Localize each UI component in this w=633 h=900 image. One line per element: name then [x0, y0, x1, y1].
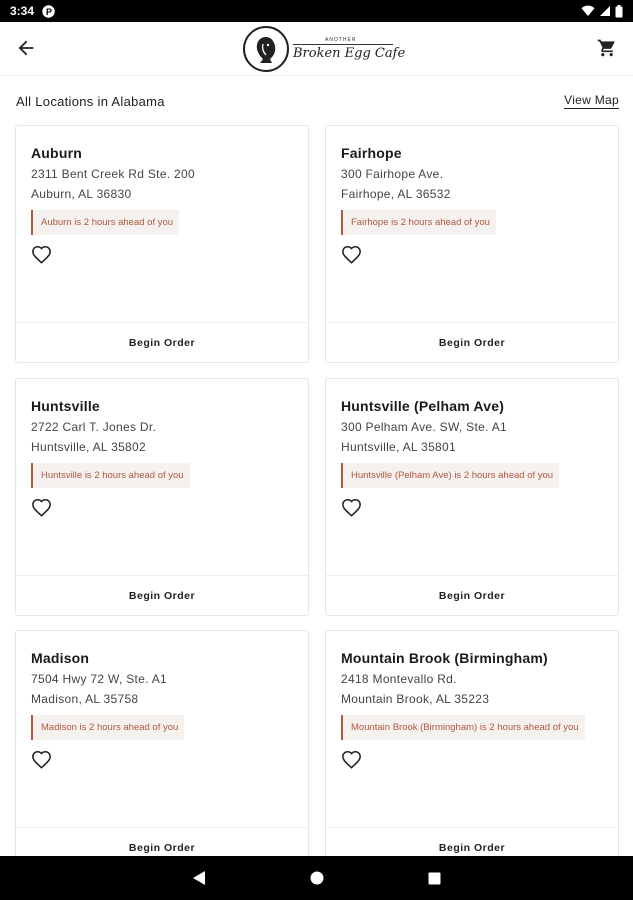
- page-header: [16, 92, 619, 110]
- heart-icon: [31, 245, 52, 264]
- location-address-line1: 2311 Bent Creek Rd Ste. 200: [31, 167, 195, 181]
- view-map-link[interactable]: View Map: [564, 93, 619, 107]
- begin-order-button[interactable]: Begin Order: [326, 827, 618, 856]
- nav-recents-button[interactable]: [425, 868, 445, 888]
- time-zone-note: Mountain Brook (Birmingham) is 2 hours ahead of you: [341, 715, 585, 740]
- time-zone-note: Huntsville (Pelham Ave) is 2 hours ahead of you: [341, 463, 559, 488]
- brand-logo: [243, 26, 405, 72]
- time-zone-note: Madison is 2 hours ahead of you: [31, 715, 184, 740]
- location-card: [325, 378, 619, 616]
- location-address-line1: 300 Pelham Ave. SW, Ste. A1: [341, 420, 507, 434]
- page-title: All Locations in Alabama: [16, 93, 165, 109]
- cart-icon: [597, 38, 617, 63]
- begin-order-button[interactable]: Begin Order: [16, 827, 308, 856]
- heart-icon: [341, 750, 362, 769]
- notification-p-icon: [42, 5, 55, 18]
- back-button[interactable]: [12, 36, 40, 64]
- location-card: [325, 630, 619, 856]
- location-card-body: [341, 142, 606, 265]
- wifi-icon: [581, 5, 595, 17]
- location-address-line1: 7504 Hwy 72 W, Ste. A1: [31, 672, 168, 686]
- heart-icon: [31, 750, 52, 769]
- begin-order-button[interactable]: Begin Order: [16, 322, 308, 362]
- location-address-line2: Mountain Brook, AL 35223: [341, 692, 490, 706]
- favorite-button[interactable]: [341, 496, 363, 518]
- location-address-line1: 300 Fairhope Ave.: [341, 167, 444, 181]
- nav-back-button[interactable]: [189, 868, 209, 888]
- location-name: Mountain Brook (Birmingham): [341, 650, 548, 666]
- location-name: Fairhope: [341, 145, 402, 161]
- location-name: Madison: [31, 650, 90, 666]
- favorite-button[interactable]: [31, 496, 53, 518]
- cart-button[interactable]: [593, 36, 621, 64]
- logo-top-text: ANOTHER: [325, 37, 357, 43]
- location-name: Auburn: [31, 145, 82, 161]
- location-address-line2: Huntsville, AL 35802: [31, 440, 146, 454]
- favorite-button[interactable]: [31, 748, 53, 770]
- nav-home-button[interactable]: [307, 868, 327, 888]
- status-time: 3:34: [10, 4, 35, 18]
- location-card-body: [31, 142, 296, 265]
- logo-emblem-icon: [243, 26, 289, 72]
- location-card: [15, 125, 309, 363]
- locations-grid: [15, 125, 619, 856]
- time-zone-note: Huntsville is 2 hours ahead of you: [31, 463, 190, 488]
- nav-home-circle-icon: [310, 871, 324, 885]
- time-zone-note: Fairhope is 2 hours ahead of you: [341, 210, 496, 235]
- location-card-body: [31, 647, 296, 770]
- location-card: [15, 630, 309, 856]
- battery-icon: [615, 5, 623, 18]
- begin-order-button[interactable]: Begin Order: [326, 322, 618, 362]
- location-card-body: [341, 395, 606, 518]
- status-right: [581, 5, 623, 18]
- heart-icon: [341, 498, 362, 517]
- location-card: [15, 378, 309, 616]
- location-address-line1: 2418 Montevallo Rd.: [341, 672, 457, 686]
- nav-back-triangle-icon: [192, 870, 206, 886]
- location-name: Huntsville: [31, 398, 100, 414]
- system-nav-bar: [0, 856, 633, 900]
- status-left: [10, 4, 55, 18]
- cellular-icon: [599, 5, 611, 17]
- logo-name: Broken Egg Cafe: [293, 46, 406, 61]
- logo-rule: [293, 44, 393, 45]
- location-address-line2: Auburn, AL 36830: [31, 187, 132, 201]
- location-address-line2: Huntsville, AL 35801: [341, 440, 456, 454]
- time-zone-note: Auburn is 2 hours ahead of you: [31, 210, 179, 235]
- back-arrow-icon: [15, 37, 37, 64]
- location-address-line2: Fairhope, AL 36532: [341, 187, 451, 201]
- location-card-body: [31, 395, 296, 518]
- logo-wordmark: [293, 38, 405, 60]
- location-address-line1: 2722 Carl T. Jones Dr.: [31, 420, 157, 434]
- begin-order-button[interactable]: Begin Order: [326, 575, 618, 615]
- favorite-button[interactable]: [31, 243, 53, 265]
- location-name: Huntsville (Pelham Ave): [341, 398, 505, 414]
- heart-icon: [31, 498, 52, 517]
- location-card-body: [341, 647, 606, 770]
- begin-order-button[interactable]: Begin Order: [16, 575, 308, 615]
- location-address-line2: Madison, AL 35758: [31, 692, 139, 706]
- app-bar: [0, 22, 633, 76]
- svg-text:P: P: [46, 6, 53, 17]
- status-bar: [0, 0, 633, 22]
- favorite-button[interactable]: [341, 243, 363, 265]
- location-card: [325, 125, 619, 363]
- heart-icon: [341, 245, 362, 264]
- nav-recents-square-icon: [428, 872, 441, 885]
- favorite-button[interactable]: [341, 748, 363, 770]
